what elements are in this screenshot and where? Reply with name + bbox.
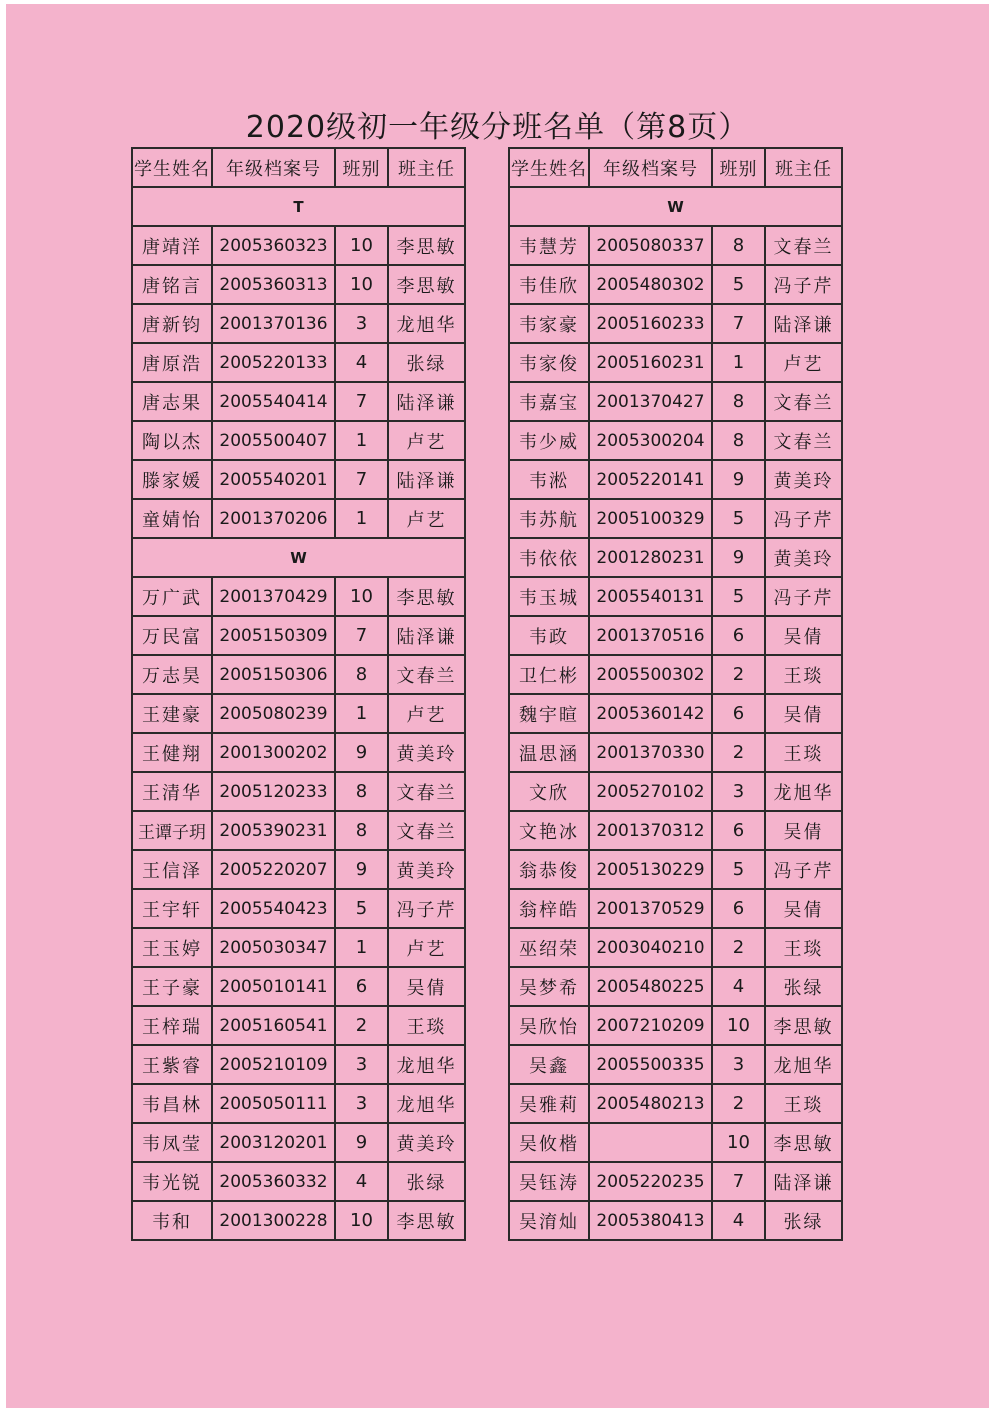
homeroom-teacher: 文春兰 bbox=[388, 811, 465, 850]
homeroom-teacher: 黄美玲 bbox=[765, 460, 842, 499]
student-name: 唐铭言 bbox=[132, 265, 212, 304]
class-number: 10 bbox=[335, 265, 388, 304]
archive-number: 2001370206 bbox=[212, 499, 335, 538]
student-row bbox=[509, 499, 842, 538]
homeroom-teacher: 卢艺 bbox=[388, 928, 465, 967]
class-number: 7 bbox=[335, 616, 388, 655]
class-number: 6 bbox=[712, 694, 765, 733]
archive-number: 2005050111 bbox=[212, 1084, 335, 1123]
student-name: 王子豪 bbox=[132, 967, 212, 1006]
header-student-name: 学生姓名 bbox=[509, 148, 589, 187]
archive-number: 2005220207 bbox=[212, 850, 335, 889]
homeroom-teacher: 王琰 bbox=[765, 733, 842, 772]
student-name: 王紫睿 bbox=[132, 1045, 212, 1084]
student-name: 巫绍荣 bbox=[509, 928, 589, 967]
homeroom-teacher: 龙旭华 bbox=[388, 1084, 465, 1123]
archive-number: 2005540414 bbox=[212, 382, 335, 421]
homeroom-teacher: 黄美玲 bbox=[388, 733, 465, 772]
student-name: 万志昊 bbox=[132, 655, 212, 694]
student-row bbox=[509, 577, 842, 616]
student-name: 韦家豪 bbox=[509, 304, 589, 343]
homeroom-teacher: 吴倩 bbox=[765, 811, 842, 850]
class-number: 5 bbox=[712, 577, 765, 616]
section-letter: W bbox=[509, 187, 842, 226]
homeroom-teacher: 陆泽谦 bbox=[388, 382, 465, 421]
archive-number: 2005150309 bbox=[212, 616, 335, 655]
student-row bbox=[132, 928, 465, 967]
student-row bbox=[132, 1045, 465, 1084]
header-homeroom-teacher: 班主任 bbox=[388, 148, 465, 187]
archive-number: 2001300228 bbox=[212, 1201, 335, 1240]
archive-number: 2001370429 bbox=[212, 577, 335, 616]
section-letter: W bbox=[132, 538, 465, 577]
homeroom-teacher: 龙旭华 bbox=[765, 772, 842, 811]
archive-number: 2001370136 bbox=[212, 304, 335, 343]
header-row bbox=[132, 148, 465, 187]
homeroom-teacher: 卢艺 bbox=[765, 343, 842, 382]
student-name: 韦光锐 bbox=[132, 1162, 212, 1201]
student-name: 王健翔 bbox=[132, 733, 212, 772]
class-number: 4 bbox=[335, 1162, 388, 1201]
archive-number: 2001370529 bbox=[589, 889, 712, 928]
student-row bbox=[132, 577, 465, 616]
class-number: 6 bbox=[335, 967, 388, 1006]
student-row bbox=[509, 1045, 842, 1084]
student-row bbox=[509, 694, 842, 733]
student-row bbox=[132, 1006, 465, 1045]
student-name: 唐新钧 bbox=[132, 304, 212, 343]
archive-number: 2001370427 bbox=[589, 382, 712, 421]
homeroom-teacher: 吴倩 bbox=[388, 967, 465, 1006]
left-roster-table bbox=[131, 147, 466, 1241]
class-number: 8 bbox=[335, 655, 388, 694]
homeroom-teacher: 冯子芹 bbox=[765, 577, 842, 616]
archive-number: 2005360323 bbox=[212, 226, 335, 265]
student-row bbox=[132, 265, 465, 304]
class-number: 10 bbox=[335, 577, 388, 616]
class-number: 5 bbox=[712, 850, 765, 889]
class-number: 3 bbox=[335, 1045, 388, 1084]
student-row bbox=[509, 1162, 842, 1201]
homeroom-teacher: 李思敏 bbox=[388, 265, 465, 304]
archive-number: 2005150306 bbox=[212, 655, 335, 694]
class-number: 1 bbox=[712, 343, 765, 382]
homeroom-teacher: 陆泽谦 bbox=[765, 1162, 842, 1201]
class-number: 2 bbox=[712, 733, 765, 772]
student-name: 王宇轩 bbox=[132, 889, 212, 928]
archive-number: 2005030347 bbox=[212, 928, 335, 967]
student-name: 王梓瑞 bbox=[132, 1006, 212, 1045]
header-student-name: 学生姓名 bbox=[132, 148, 212, 187]
student-row bbox=[132, 460, 465, 499]
class-number: 5 bbox=[335, 889, 388, 928]
student-name: 韦依依 bbox=[509, 538, 589, 577]
student-name: 韦家俊 bbox=[509, 343, 589, 382]
student-name: 王清华 bbox=[132, 772, 212, 811]
archive-number: 2005100329 bbox=[589, 499, 712, 538]
student-row bbox=[509, 538, 842, 577]
homeroom-teacher: 王琰 bbox=[765, 655, 842, 694]
archive-number: 2005360142 bbox=[589, 694, 712, 733]
student-name: 王建豪 bbox=[132, 694, 212, 733]
class-number: 1 bbox=[335, 499, 388, 538]
student-row bbox=[509, 1201, 842, 1240]
homeroom-teacher: 李思敏 bbox=[388, 226, 465, 265]
archive-number: 2005480225 bbox=[589, 967, 712, 1006]
student-name: 吴攸楷 bbox=[509, 1123, 589, 1162]
class-number: 6 bbox=[712, 811, 765, 850]
archive-number: 2003120201 bbox=[212, 1123, 335, 1162]
student-row bbox=[509, 460, 842, 499]
student-name: 万广武 bbox=[132, 577, 212, 616]
student-name: 吴钰涛 bbox=[509, 1162, 589, 1201]
student-name: 魏宇暄 bbox=[509, 694, 589, 733]
archive-number: 2005540131 bbox=[589, 577, 712, 616]
student-row bbox=[132, 772, 465, 811]
student-row bbox=[509, 928, 842, 967]
right-roster-table bbox=[508, 147, 843, 1241]
student-row bbox=[509, 343, 842, 382]
homeroom-teacher: 吴倩 bbox=[765, 616, 842, 655]
student-name: 韦政 bbox=[509, 616, 589, 655]
student-name: 吴鑫 bbox=[509, 1045, 589, 1084]
student-name: 王玉婷 bbox=[132, 928, 212, 967]
header-homeroom-teacher: 班主任 bbox=[765, 148, 842, 187]
homeroom-teacher: 李思敏 bbox=[388, 1201, 465, 1240]
class-number: 8 bbox=[712, 382, 765, 421]
student-row bbox=[132, 226, 465, 265]
student-row bbox=[132, 850, 465, 889]
class-number: 1 bbox=[335, 694, 388, 733]
archive-number: 2005130229 bbox=[589, 850, 712, 889]
archive-number: 2005500407 bbox=[212, 421, 335, 460]
homeroom-teacher: 张绿 bbox=[765, 1201, 842, 1240]
section-row bbox=[132, 538, 465, 577]
student-row bbox=[509, 811, 842, 850]
section-letter: T bbox=[132, 187, 465, 226]
page-title: 2020级初一年级分班名单（第8页） bbox=[245, 110, 750, 145]
homeroom-teacher: 文春兰 bbox=[765, 382, 842, 421]
student-name: 王谭子玥 bbox=[132, 811, 212, 850]
homeroom-teacher: 冯子芹 bbox=[765, 265, 842, 304]
homeroom-teacher: 陆泽谦 bbox=[388, 460, 465, 499]
archive-number: 2005380413 bbox=[589, 1201, 712, 1240]
homeroom-teacher: 张绿 bbox=[388, 343, 465, 382]
class-number: 5 bbox=[712, 265, 765, 304]
homeroom-teacher: 张绿 bbox=[765, 967, 842, 1006]
student-row bbox=[509, 421, 842, 460]
student-name: 吴梦希 bbox=[509, 967, 589, 1006]
student-row bbox=[132, 343, 465, 382]
archive-number: 2001370516 bbox=[589, 616, 712, 655]
archive-number: 2001280231 bbox=[589, 538, 712, 577]
student-row bbox=[509, 850, 842, 889]
class-number: 8 bbox=[335, 811, 388, 850]
class-number: 10 bbox=[335, 226, 388, 265]
homeroom-teacher: 龙旭华 bbox=[388, 1045, 465, 1084]
student-row bbox=[132, 499, 465, 538]
class-number: 2 bbox=[712, 655, 765, 694]
homeroom-teacher: 张绿 bbox=[388, 1162, 465, 1201]
header-class: 班别 bbox=[335, 148, 388, 187]
student-name: 滕家媛 bbox=[132, 460, 212, 499]
class-number: 2 bbox=[335, 1006, 388, 1045]
student-row bbox=[132, 655, 465, 694]
student-row bbox=[132, 811, 465, 850]
student-name: 卫仁彬 bbox=[509, 655, 589, 694]
homeroom-teacher: 王琰 bbox=[765, 1084, 842, 1123]
archive-number: 2005160233 bbox=[589, 304, 712, 343]
homeroom-teacher: 黄美玲 bbox=[765, 538, 842, 577]
student-row bbox=[509, 304, 842, 343]
student-row bbox=[132, 967, 465, 1006]
class-number: 3 bbox=[335, 304, 388, 343]
archive-number: 2001370312 bbox=[589, 811, 712, 850]
homeroom-teacher: 吴倩 bbox=[765, 694, 842, 733]
archive-number: 2005270102 bbox=[589, 772, 712, 811]
archive-number: 2005080337 bbox=[589, 226, 712, 265]
student-name: 韦玉城 bbox=[509, 577, 589, 616]
archive-number: 2005360313 bbox=[212, 265, 335, 304]
student-row bbox=[509, 616, 842, 655]
class-number: 7 bbox=[335, 382, 388, 421]
homeroom-teacher: 卢艺 bbox=[388, 694, 465, 733]
student-row bbox=[509, 733, 842, 772]
archive-number: 2005300204 bbox=[589, 421, 712, 460]
student-row bbox=[132, 1123, 465, 1162]
student-name: 韦和 bbox=[132, 1201, 212, 1240]
archive-number: 2007210209 bbox=[589, 1006, 712, 1045]
student-name: 吴雅莉 bbox=[509, 1084, 589, 1123]
homeroom-teacher: 李思敏 bbox=[765, 1006, 842, 1045]
student-name: 韦凤莹 bbox=[132, 1123, 212, 1162]
homeroom-teacher: 冯子芹 bbox=[765, 499, 842, 538]
class-number: 9 bbox=[712, 460, 765, 499]
class-number: 10 bbox=[712, 1123, 765, 1162]
class-number: 4 bbox=[335, 343, 388, 382]
class-number: 7 bbox=[335, 460, 388, 499]
archive-number: 2003040210 bbox=[589, 928, 712, 967]
archive-number: 2005010141 bbox=[212, 967, 335, 1006]
class-number: 3 bbox=[335, 1084, 388, 1123]
homeroom-teacher: 陆泽谦 bbox=[388, 616, 465, 655]
student-row bbox=[132, 616, 465, 655]
class-number: 10 bbox=[335, 1201, 388, 1240]
homeroom-teacher: 文春兰 bbox=[388, 772, 465, 811]
header-archive-number: 年级档案号 bbox=[212, 148, 335, 187]
archive-number: 2005480302 bbox=[589, 265, 712, 304]
archive-number: 2005500335 bbox=[589, 1045, 712, 1084]
archive-number: 2005220235 bbox=[589, 1162, 712, 1201]
student-row bbox=[509, 382, 842, 421]
student-name: 吴欣怡 bbox=[509, 1006, 589, 1045]
class-number: 8 bbox=[712, 421, 765, 460]
class-number: 9 bbox=[335, 733, 388, 772]
student-name: 王信泽 bbox=[132, 850, 212, 889]
student-name: 唐靖洋 bbox=[132, 226, 212, 265]
header-row bbox=[509, 148, 842, 187]
student-name: 翁恭俊 bbox=[509, 850, 589, 889]
class-number: 3 bbox=[712, 772, 765, 811]
student-name: 翁梓皓 bbox=[509, 889, 589, 928]
header-archive-number: 年级档案号 bbox=[589, 148, 712, 187]
class-number: 4 bbox=[712, 1201, 765, 1240]
student-name: 韦少威 bbox=[509, 421, 589, 460]
student-row bbox=[132, 421, 465, 460]
archive-number: 2005220141 bbox=[589, 460, 712, 499]
homeroom-teacher: 龙旭华 bbox=[388, 304, 465, 343]
homeroom-teacher: 文春兰 bbox=[388, 655, 465, 694]
class-number: 7 bbox=[712, 304, 765, 343]
archive-number bbox=[589, 1123, 712, 1162]
archive-number: 2005080239 bbox=[212, 694, 335, 733]
homeroom-teacher: 李思敏 bbox=[765, 1123, 842, 1162]
archive-number: 2001370330 bbox=[589, 733, 712, 772]
student-name: 文艳冰 bbox=[509, 811, 589, 850]
student-row bbox=[509, 1006, 842, 1045]
student-name: 韦慧芳 bbox=[509, 226, 589, 265]
student-row bbox=[509, 1084, 842, 1123]
class-number: 10 bbox=[712, 1006, 765, 1045]
class-number: 5 bbox=[712, 499, 765, 538]
student-row bbox=[132, 1201, 465, 1240]
student-row bbox=[132, 382, 465, 421]
student-row bbox=[132, 733, 465, 772]
homeroom-teacher: 陆泽谦 bbox=[765, 304, 842, 343]
class-number: 6 bbox=[712, 889, 765, 928]
class-number: 2 bbox=[712, 1084, 765, 1123]
student-name: 韦昌林 bbox=[132, 1084, 212, 1123]
student-name: 吴淯灿 bbox=[509, 1201, 589, 1240]
homeroom-teacher: 王琰 bbox=[765, 928, 842, 967]
student-name: 唐志果 bbox=[132, 382, 212, 421]
student-name: 韦嘉宝 bbox=[509, 382, 589, 421]
archive-number: 2005500302 bbox=[589, 655, 712, 694]
archive-number: 2005390231 bbox=[212, 811, 335, 850]
section-row bbox=[132, 187, 465, 226]
homeroom-teacher: 黄美玲 bbox=[388, 850, 465, 889]
student-name: 陶以杰 bbox=[132, 421, 212, 460]
class-number: 7 bbox=[712, 1162, 765, 1201]
archive-number: 2005210109 bbox=[212, 1045, 335, 1084]
student-name: 韦淞 bbox=[509, 460, 589, 499]
archive-number: 2005120233 bbox=[212, 772, 335, 811]
class-number: 9 bbox=[335, 850, 388, 889]
homeroom-teacher: 冯子芹 bbox=[388, 889, 465, 928]
archive-number: 2005360332 bbox=[212, 1162, 335, 1201]
class-number: 6 bbox=[712, 616, 765, 655]
class-number: 3 bbox=[712, 1045, 765, 1084]
student-row bbox=[509, 265, 842, 304]
class-number: 8 bbox=[712, 226, 765, 265]
homeroom-teacher: 吴倩 bbox=[765, 889, 842, 928]
student-row bbox=[132, 889, 465, 928]
student-row bbox=[509, 889, 842, 928]
student-name: 温思涵 bbox=[509, 733, 589, 772]
student-name: 唐原浩 bbox=[132, 343, 212, 382]
class-number: 9 bbox=[712, 538, 765, 577]
student-row bbox=[132, 304, 465, 343]
student-row bbox=[509, 1123, 842, 1162]
homeroom-teacher: 黄美玲 bbox=[388, 1123, 465, 1162]
student-name: 童婧怡 bbox=[132, 499, 212, 538]
archive-number: 2005160231 bbox=[589, 343, 712, 382]
class-number: 4 bbox=[712, 967, 765, 1006]
student-row bbox=[132, 1084, 465, 1123]
archive-number: 2005220133 bbox=[212, 343, 335, 382]
archive-number: 2005540423 bbox=[212, 889, 335, 928]
homeroom-teacher: 文春兰 bbox=[765, 226, 842, 265]
header-class: 班别 bbox=[712, 148, 765, 187]
homeroom-teacher: 冯子芹 bbox=[765, 850, 842, 889]
student-row bbox=[132, 694, 465, 733]
homeroom-teacher: 李思敏 bbox=[388, 577, 465, 616]
homeroom-teacher: 文春兰 bbox=[765, 421, 842, 460]
homeroom-teacher: 王琰 bbox=[388, 1006, 465, 1045]
homeroom-teacher: 卢艺 bbox=[388, 421, 465, 460]
class-number: 2 bbox=[712, 928, 765, 967]
class-number: 8 bbox=[335, 772, 388, 811]
section-row bbox=[509, 187, 842, 226]
student-row bbox=[509, 772, 842, 811]
class-number: 1 bbox=[335, 928, 388, 967]
archive-number: 2005540201 bbox=[212, 460, 335, 499]
student-name: 文欣 bbox=[509, 772, 589, 811]
student-row bbox=[509, 655, 842, 694]
archive-number: 2005480213 bbox=[589, 1084, 712, 1123]
archive-number: 2005160541 bbox=[212, 1006, 335, 1045]
student-name: 韦佳欣 bbox=[509, 265, 589, 304]
archive-number: 2001300202 bbox=[212, 733, 335, 772]
homeroom-teacher: 卢艺 bbox=[388, 499, 465, 538]
homeroom-teacher: 龙旭华 bbox=[765, 1045, 842, 1084]
student-name: 万民富 bbox=[132, 616, 212, 655]
student-row bbox=[509, 967, 842, 1006]
student-name: 韦苏航 bbox=[509, 499, 589, 538]
class-number: 1 bbox=[335, 421, 388, 460]
student-row bbox=[132, 1162, 465, 1201]
class-number: 9 bbox=[335, 1123, 388, 1162]
student-row bbox=[509, 226, 842, 265]
